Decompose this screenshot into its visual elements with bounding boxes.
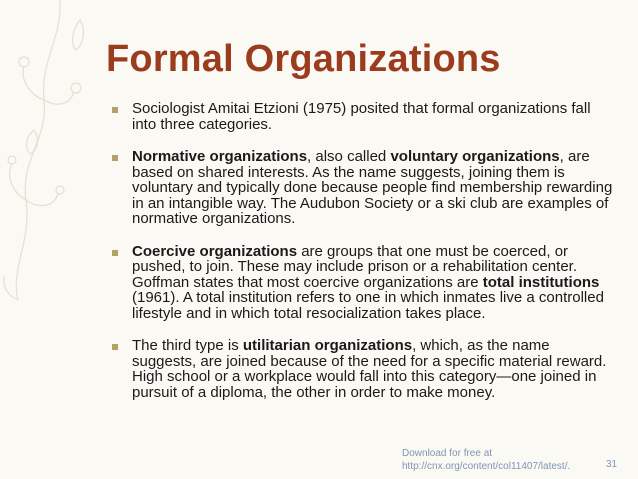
bullet-2-text-a: , also called [307,148,391,165]
bullet-3-text-a: are groups that one must be coerced, or pushed, to join. These may include prison or a rehabilitation center. Goffman states that most coercive organizations are [132,242,577,291]
slide-title: Formal Organizations [106,38,501,80]
bullet-4-text-b: , which, as the name suggests, are joined because of the need for a specific material reward. High school or a workplace would fall into this category—one joined in pursuit of a diploma, the other in order to make money. [132,337,607,401]
decorative-ornament [0,0,100,479]
bullet-square-icon [112,250,118,256]
bullet-item-2 [108,149,613,227]
term-total-institutions: total institutions [482,273,600,291]
bullet-4-text-a: The third type is [132,337,243,354]
bullet-3-text-b: (1961). A total institution refers to one in which inmates live a controlled lifestyle and in which total resocialization takes place. [132,289,604,322]
footer-source [402,447,570,473]
bullet-item-1 [108,101,613,132]
bullet-1-text: Sociologist Amitai Etzioni (1975) posited that formal organizations fall into three categories. [132,100,591,133]
term-normative-organizations: Normative organizations [132,148,308,165]
bullet-item-3 [108,244,613,322]
bullet-list [108,101,613,400]
page-number: 31 [606,459,618,470]
bullet-square-icon [112,344,118,350]
term-voluntary-organizations: voluntary organizations [390,148,560,165]
footer-link[interactable]: http://cnx.org/content/col11407/latest/. [402,461,571,472]
bullet-square-icon [112,107,118,113]
footer-line-1: Download for free at [402,448,493,459]
bullet-square-icon [112,155,118,161]
term-utilitarian-organizations: utilitarian organizations [242,337,413,354]
bullet-item-4 [108,338,613,400]
term-coercive-organizations: Coercive organizations [132,242,298,260]
bullet-2-text-b: , are based on shared interests. As the name suggests, joining them is voluntary and typically done because people find membership rewarding in an intangible way. The Audubon Society or a ski club are examples of normative organizations. [132,148,613,227]
